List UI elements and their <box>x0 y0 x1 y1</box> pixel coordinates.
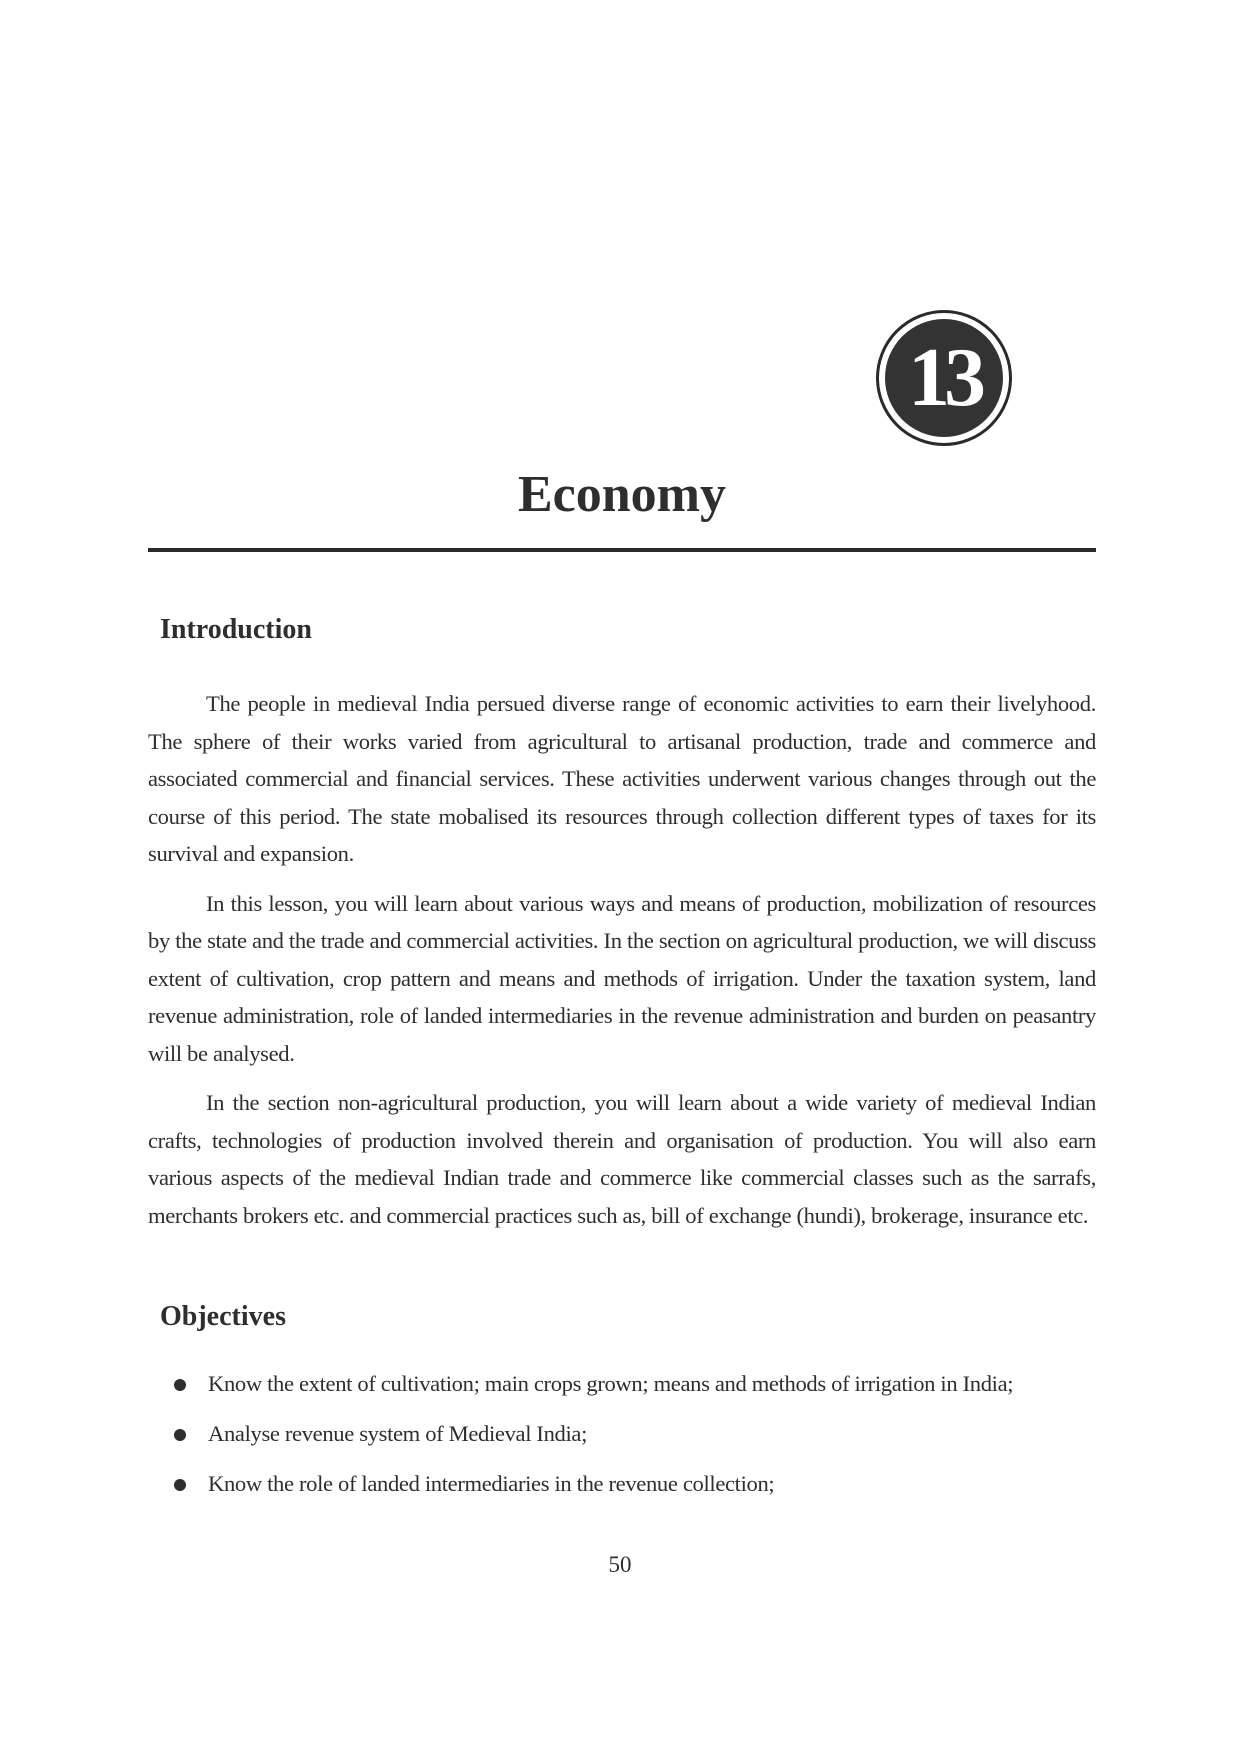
chapter-title: Economy <box>518 466 726 523</box>
objective-item <box>172 1369 1096 1419</box>
objectives-heading: Objectives <box>160 1301 286 1332</box>
objectives-list <box>172 1369 1096 1519</box>
objective-text: Know the role of landed intermediaries in the revenue collection; <box>208 1471 775 1496</box>
introduction-paragraph-2: In this lesson, you will learn about various ways and means of production, mobilization of resources by the state and the trade and commercial activities. In the section on agricultural production, we will discuss extent of cultivation, crop pattern and means and methods of irrigation. Under the taxation system, land revenue administration, role of landed intermediaries in the revenue administration and burden on peasantry will be analysed. <box>148 890 1096 1066</box>
introduction-heading: Introduction <box>160 614 312 645</box>
objective-item <box>172 1419 1096 1469</box>
objective-text: Analyse revenue system of Medieval India; <box>208 1421 588 1446</box>
title-divider <box>148 548 1096 552</box>
chapter-number-badge <box>876 310 1012 446</box>
introduction-paragraph-1: The people in medieval India persued diverse range of economic activities to earn their livelyhood. The sphere of their works varied from agricultural to artisanal production, trade and commerce and associated commercial and financial services. These activities underwent various changes through out the course of this period. The state mobalised its resources through collection different types of taxes for its survival and expansion. <box>148 691 1096 866</box>
bullet-icon <box>174 1379 186 1391</box>
introduction-body <box>148 685 1096 1246</box>
objective-text: Know the extent of cultivation; main crops grown; means and methods of irrigation in India; <box>208 1371 1014 1396</box>
bullet-icon <box>174 1479 186 1491</box>
objective-item <box>172 1469 1096 1519</box>
page-number: 50 <box>608 1552 632 1577</box>
introduction-paragraph-3: In the section non-agricultural production, you will learn about a wide variety of medieval Indian crafts, technologies of production involved therein and organisation of production. You will also earn various aspects of the medieval Indian trade and commerce like commercial classes such as the sarrafs, merchants brokers etc. and commercial practices such as, bill of exchange (hundi), brokerage, insurance etc. <box>148 1090 1096 1228</box>
bullet-icon <box>174 1429 186 1441</box>
chapter-number: 13 <box>885 319 1003 437</box>
